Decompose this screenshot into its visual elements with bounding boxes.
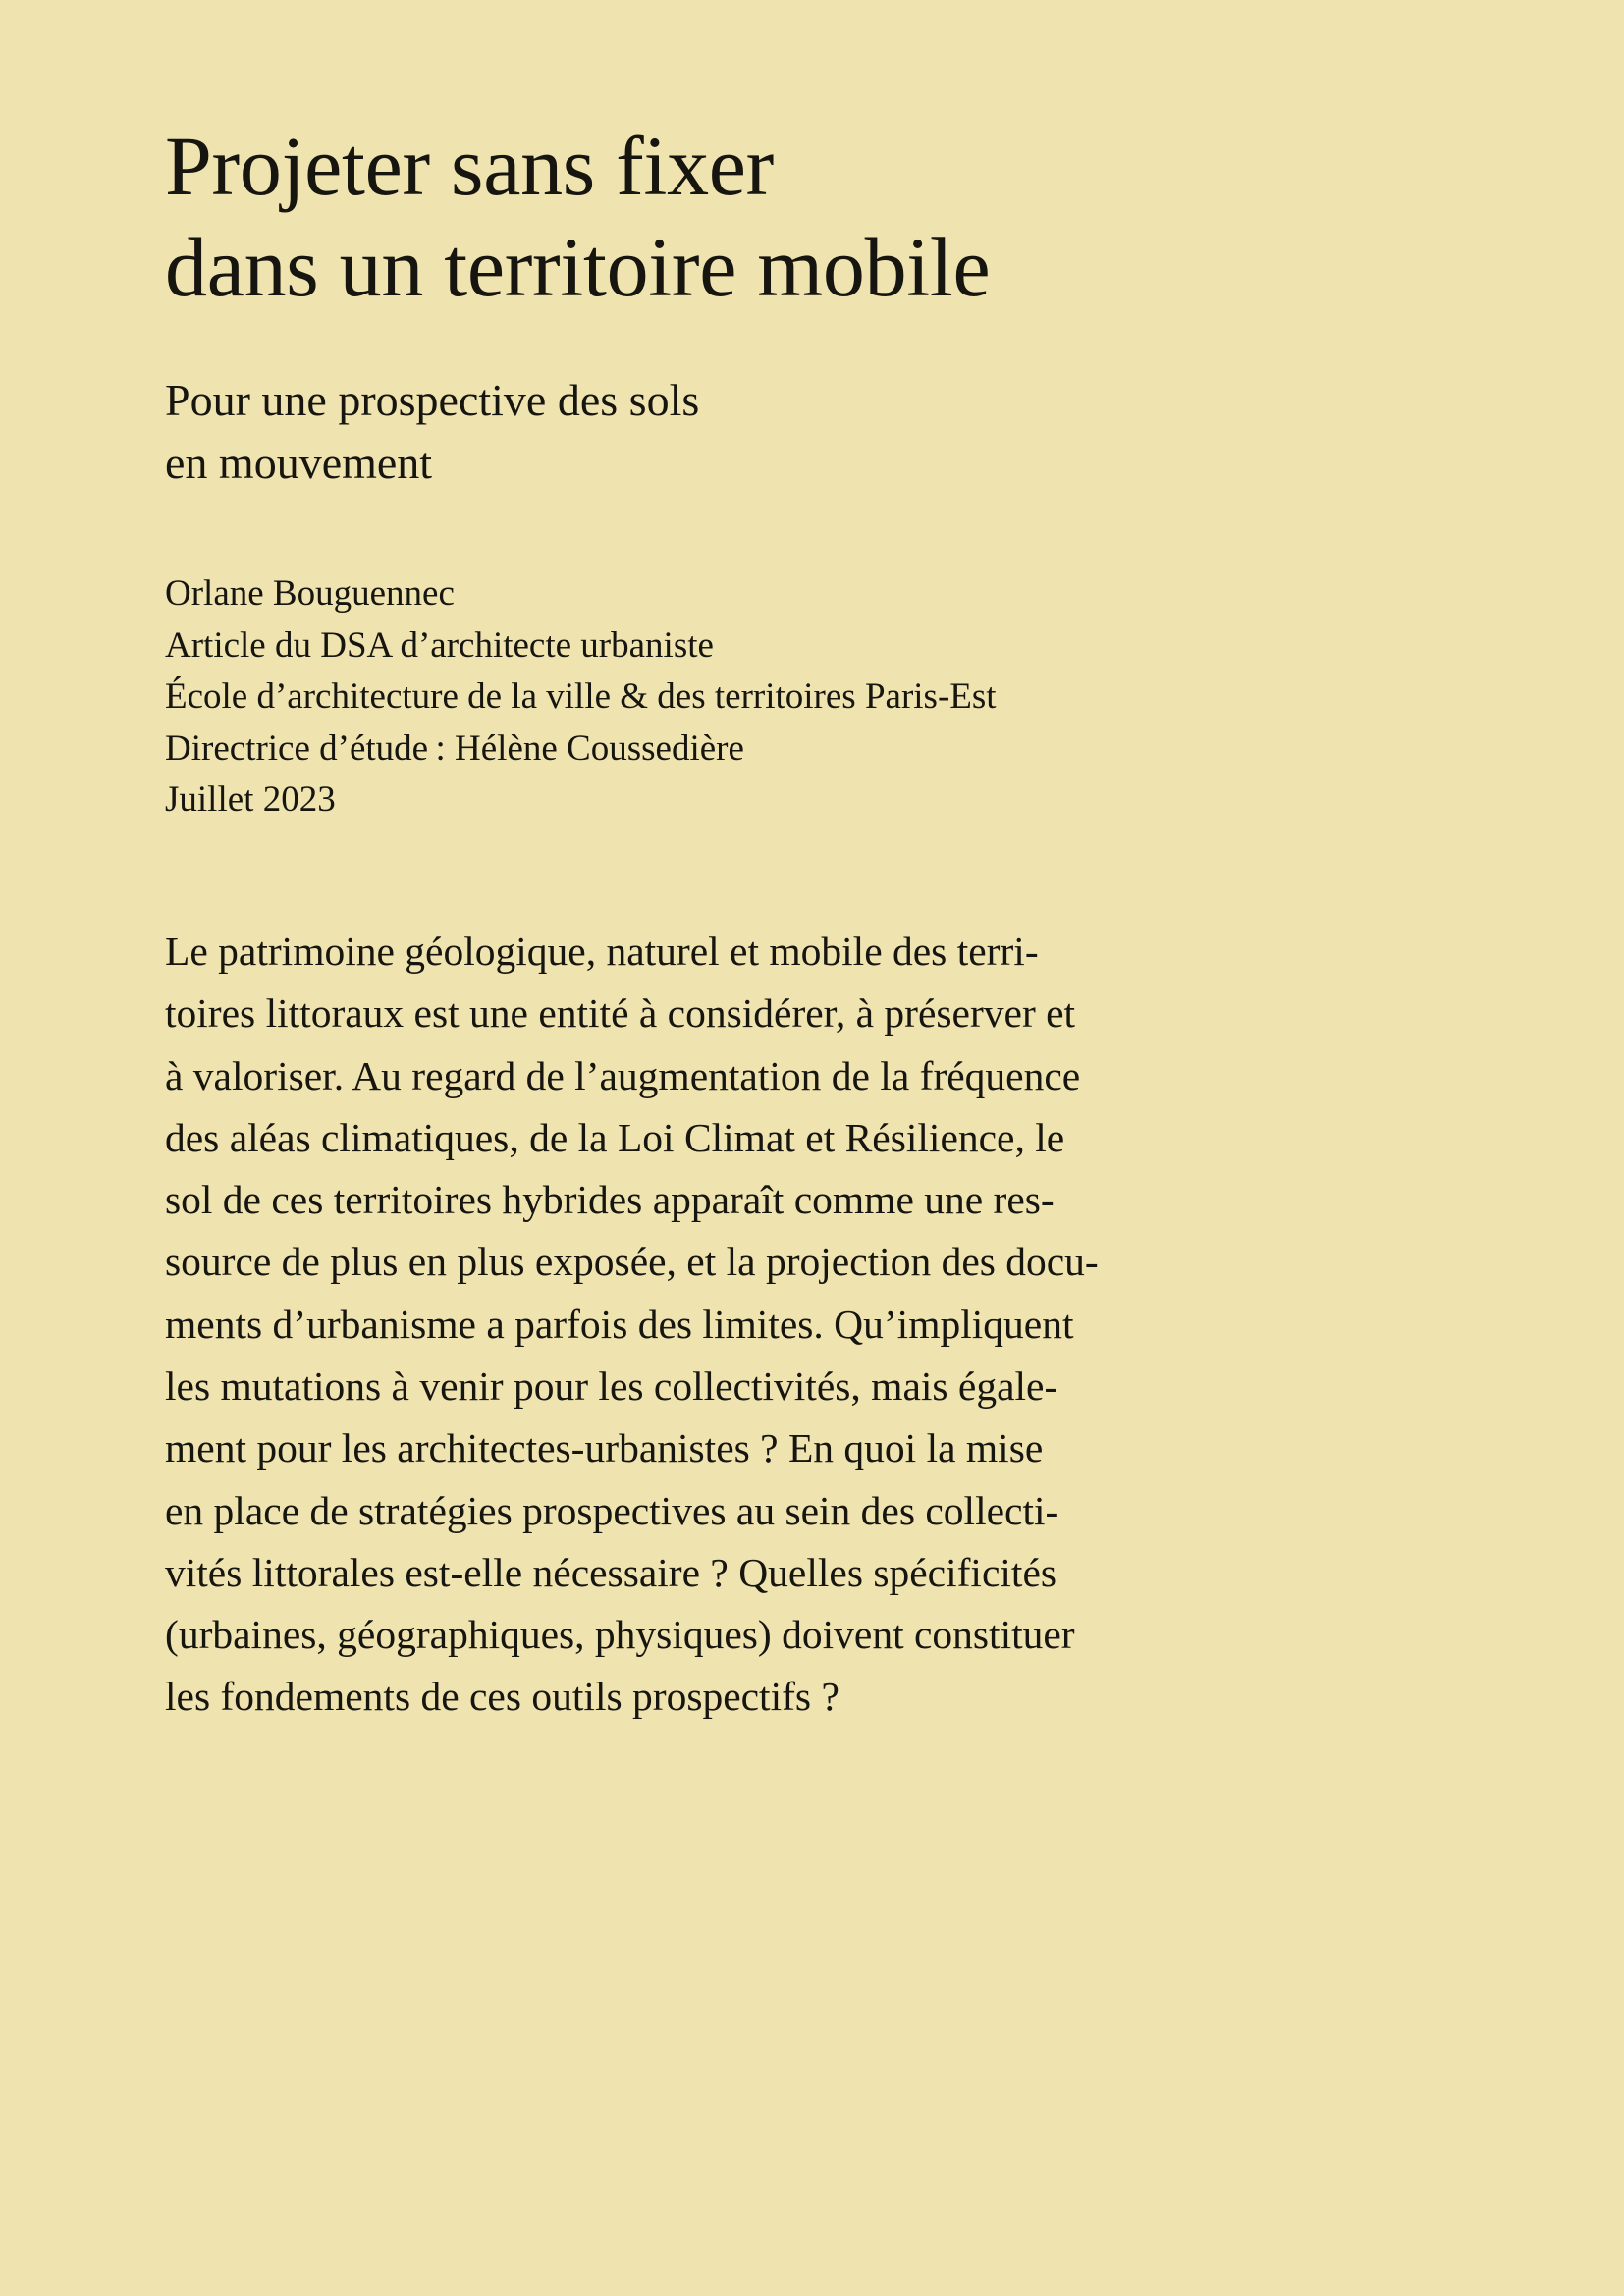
- abstract-line: ment pour les architectes-urbanistes ? En quoi la mise: [165, 1425, 1044, 1471]
- abstract-line: vités littorales est-elle nécessaire ? Quelles spécificités: [165, 1549, 1057, 1595]
- abstract-line: source de plus en plus exposée, et la projection des docu-: [165, 1239, 1099, 1285]
- subtitle-line-2: en mouvement: [165, 437, 433, 488]
- page-subtitle: [165, 369, 1481, 494]
- abstract-line: (urbaines, géographiques, physiques) doivent constituer: [165, 1612, 1075, 1658]
- abstract-line: ments d’urbanisme a parfois des limites. Qu’impliquent: [165, 1301, 1074, 1347]
- abstract-line: des aléas climatiques, de la Loi Climat et Résilience, le: [165, 1114, 1065, 1160]
- abstract-line: les fondements de ces outils prospectifs ?: [165, 1674, 839, 1720]
- metadata-supervisor: Directrice d’étude : Hélène Coussedière: [165, 727, 744, 769]
- abstract-line: sol de ces territoires hybrides apparaît comme une res-: [165, 1177, 1055, 1223]
- subtitle-line-1: Pour une prospective des sols: [165, 375, 700, 426]
- abstract-line: à valoriser. Au regard de l’augmentation de la fréquence: [165, 1052, 1081, 1098]
- title-line-2: dans un territoire mobile: [165, 220, 991, 315]
- metadata-author: Orlane Bouguennec: [165, 573, 455, 614]
- document-content: [165, 116, 1481, 1729]
- metadata-document-type: Article du DSA d’architecte urbaniste: [165, 624, 714, 666]
- abstract-block: [165, 921, 1471, 1729]
- abstract-line: en place de stratégies prospectives au sein des collecti-: [165, 1487, 1059, 1533]
- metadata-date: Juillet 2023: [165, 779, 336, 821]
- title-line-1: Projeter sans fixer: [165, 119, 774, 213]
- abstract-line: toires littoraux est une entité à considérer, à préserver et: [165, 990, 1076, 1037]
- abstract-line: les mutations à venir pour les collectivités, mais égale-: [165, 1362, 1058, 1409]
- page-title: [165, 116, 1481, 318]
- abstract-line: Le patrimoine géologique, naturel et mobile des terri-: [165, 928, 1039, 974]
- metadata-institution: École d’architecture de la ville & des territoires Paris-Est: [165, 676, 997, 718]
- metadata-block: [165, 568, 1481, 827]
